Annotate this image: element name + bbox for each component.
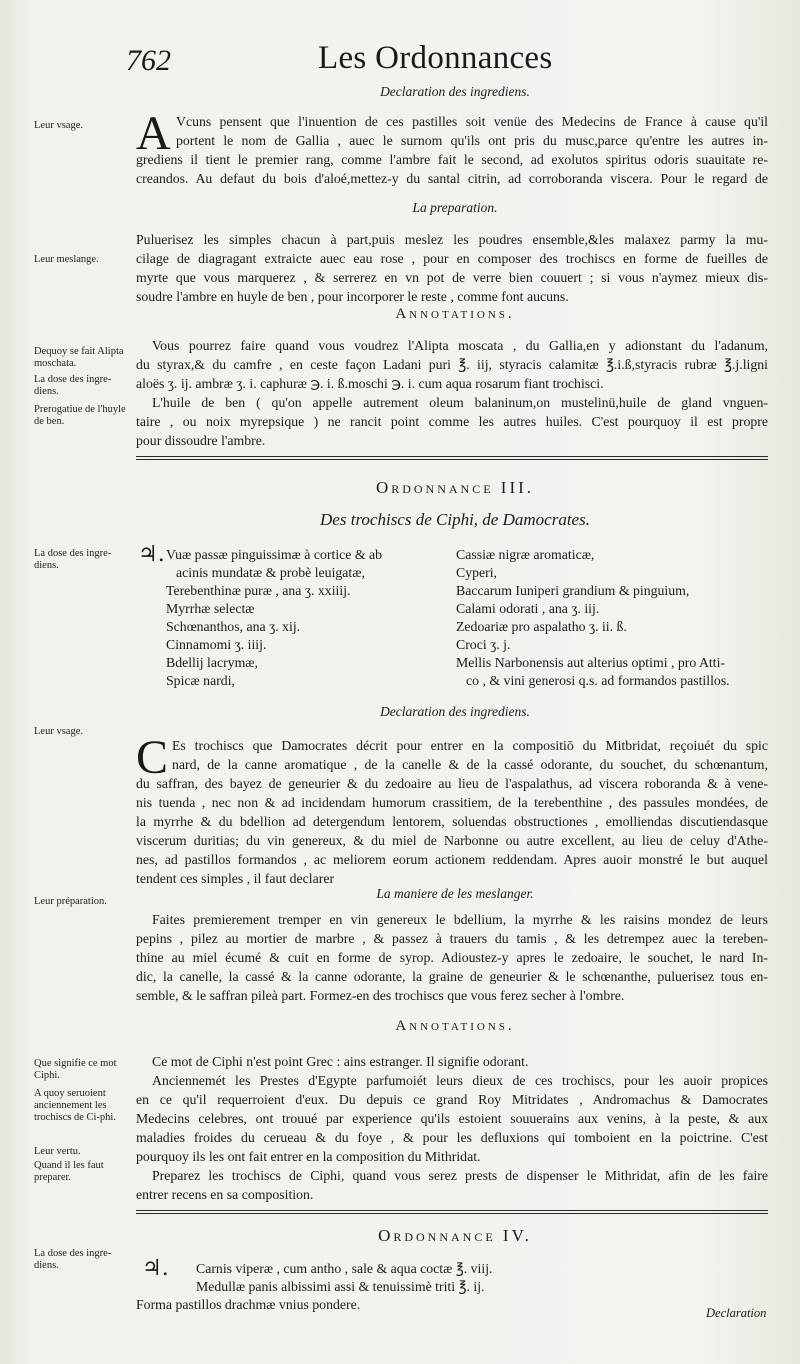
text-line: nis tuenda , nec non & ad incidendam humorum crassitiem, de la terebenthine , des passules mondées, de	[136, 795, 768, 810]
paragraph	[136, 731, 768, 888]
paragraph	[136, 1052, 768, 1204]
text-line: entrer recens en sa composition.	[136, 1187, 314, 1202]
margin-note: Leur vertu.	[34, 1146, 81, 1157]
section-heading: Declaration des ingrediens.	[380, 704, 530, 719]
page-title: Les Ordonnances	[318, 40, 553, 76]
text-line: soudre l'ambre en huyle de ben , pour incorporer le reste , comme font aucuns.	[136, 289, 569, 304]
ingredient: Vuæ passæ pinguissimæ à cortice & ab	[166, 547, 383, 562]
ingredient-list-left	[166, 546, 382, 690]
text-line: pour dissoudre l'ambre.	[136, 433, 266, 448]
ingredient: Croci ʒ. j.	[456, 637, 511, 652]
text-line: Vcuns pensent que l'inuention de ces pastilles soit venüe des Medecins de France à cause qu'il	[176, 114, 768, 129]
ingredient-list-right	[456, 546, 730, 690]
margin-note: La dose des ingre-diens.	[34, 1248, 112, 1271]
ingredient: Zedoariæ pro aspalatho ʒ. ii. ß.	[456, 619, 627, 634]
text-line: viscerum duritias; du vin genereux, & du miel de Narbonne ou autre excellent, au lieu de celuy d'Athe-	[136, 833, 768, 848]
recipe-symbol: ♃.	[142, 1256, 169, 1281]
paragraph	[136, 336, 768, 450]
ordonnance-subtitle: Des trochiscs de Ciphi, de Damocrates.	[320, 510, 590, 529]
text-line: maladies froides du cerueau & du foye , & pour les defluxions qui tomboient en la poictrine. C'est	[136, 1130, 768, 1145]
section-divider	[136, 1210, 768, 1214]
ordonnance-title: Ordonnance III.	[375, 478, 535, 497]
text-line: Faites premierement tremper en vin genereux le bdellium, la myrrhe & les raisins mondez de leurs	[152, 912, 768, 927]
ingredient: acinis mundatæ & probè leuigatæ,	[176, 565, 365, 580]
page-number: 762	[126, 44, 171, 77]
ingredient: Medullæ panis albissimi assi & tenuissimè triti ℥. ij.	[196, 1279, 485, 1294]
paragraph	[136, 910, 768, 1005]
margin-note: Prerogatiue de l'huyle de ben.	[34, 404, 126, 427]
text-line: du saffran, des bayez de geneurier & du zedoaire au lieu de l'aspalathus, ad viscera roboranda & à vene-	[136, 776, 768, 791]
section-heading: La maniere de les meslanger.	[376, 886, 534, 901]
margin-note: A quoy seruoient anciennement les trochiscs de Ci-phi.	[34, 1088, 116, 1123]
section-divider	[136, 456, 768, 460]
text-line: Medecins celebres, ont trouué par experience qu'ils estoient souuerains aux venins, à la peste, & aux	[136, 1111, 768, 1126]
catchword: Declaration	[706, 1306, 767, 1320]
text-line: Ce mot de Ciphi n'est point Grec : ains estranger. Il signifie odorant.	[152, 1054, 529, 1069]
paragraph	[136, 230, 768, 306]
margin-note: Leur vsage.	[34, 726, 83, 737]
ingredient: Myrrhæ selectæ	[166, 601, 255, 616]
text-line: du styrax,& du camfre , en ceste façon Ladani puri ℥. iij, styracis calamitæ ℥.i.ß,styracis rubræ ℥.j.ligni	[136, 357, 768, 372]
ingredient: Bdellij lacrymæ,	[166, 655, 258, 670]
margin-note: La dose des ingre-diens.	[34, 548, 112, 571]
text-line: pourquoy ils les ont fait entrer en la composition du Mithridat.	[136, 1149, 481, 1164]
text-line: nard, de la canne aromatique , de la canelle & de la cassé odorante, du souchet, du schœnantum,	[172, 757, 768, 772]
margin-note: Dequoy se fait Alipta moschata.	[34, 346, 124, 369]
ingredient: Cinnamomi ʒ. iiij.	[166, 637, 267, 652]
text-line: Preparez les trochiscs de Ciphi, quand vous serez prests de dispenser le Mithridat, afin de les faire	[152, 1168, 768, 1183]
ingredient: Calami odorati , ana ʒ. iij.	[456, 601, 600, 616]
margin-note: Leur préparation.	[34, 896, 107, 907]
text-line: portent le nom de Gallia , auec le surnom qu'ils ont pris du musc,parce qu'entre les autres in-	[176, 133, 768, 148]
section-heading: La preparation.	[412, 200, 498, 215]
running-header	[0, 38, 800, 84]
margin-note: La dose des ingre-diens.	[34, 374, 112, 397]
text-line: la myrrhe & du bdellion ad detergendum lentorem, soluendas obstructiones , emolliendas discutiendasque	[136, 814, 768, 829]
text-line: aloës ʒ. ij. ambræ ʒ. i. caphuræ ℈. i. ß.moschi ℈. i. cum aqua rosarum fiant trochisci.	[136, 376, 604, 391]
text-line: pepins , pilez au mortier de marbre , & passez à trauers du tamis , & les detrempez auec la tereben-	[136, 931, 768, 946]
ingredient-list	[196, 1260, 493, 1296]
instruction: Forma pastillos drachmæ vnius pondere.	[136, 1297, 361, 1312]
ingredient: Spicæ nardi,	[166, 673, 235, 688]
text-line: creandos. Au defaut du bois d'aloé,mettez-y du santal citrin, ad corroboranda viscera. Pour le regard de	[136, 171, 768, 186]
instruction-line	[136, 1296, 360, 1314]
text-line: L'huile de ben ( qu'on appelle autrement oleum balaninum,on mustelinü,huile de gland vnguen-	[152, 395, 768, 410]
ingredient: Cassiæ nigræ aromaticæ,	[456, 547, 595, 562]
text-line: grediens il tient le premier rang, comme l'ambre fait le second, ad exolutos spiritus odoris suauitate re-	[136, 152, 768, 167]
margin-note: Quand il les faut preparer.	[34, 1160, 104, 1183]
ingredient: Mellis Narbonensis aut alterius optimi , pro Atti-	[456, 655, 726, 670]
ingredient: Cyperi,	[456, 565, 497, 580]
text-line: dic, la canelle, la cassé & la canne odorante, la graine de geneurier & le schœnanthe, puluerisez tous en-	[136, 969, 768, 984]
paragraph	[136, 107, 768, 188]
text-line: taire , ou noix myrepsique ) ne rancit point comme les autres huiles. C'est pourquoy il est propre	[136, 414, 768, 429]
text-line: en ce qu'il requerroient d'eux. Du depuis ce grand Roy Mitridates , Andromachus & Damocrates	[136, 1092, 768, 1107]
text-line: semble, & le saffran pileà part. Formez-en des trochiscs que vous ferez secher à l'ombre.	[136, 988, 625, 1003]
recipe-symbol: ♃.	[138, 542, 165, 567]
margin-note: Leur meslange.	[34, 254, 99, 265]
text-line: thine au miel écumé & cuit en forme de syrop. Adioustez-y apres le zedoaire, le souchet, le nard In-	[136, 950, 768, 965]
text-line: tendent ces simples , il faut declarer	[136, 871, 335, 886]
text-line: Es trochiscs que Damocrates décrit pour entrer en la compositiō du Mitbridat, reçoiuét du spic	[172, 738, 768, 753]
drop-cap: C	[136, 731, 169, 784]
text-line: Vous pourrez faire quand vous voudrez l'Alipta moscata , du Gallia,en y adionstant du l'adanum,	[152, 338, 768, 353]
ordonnance-title: Ordonnance IV.	[378, 1226, 532, 1245]
text-line: myrte que vous marquerez , & serrerez en vn pot de verre bien couuert ; si vous n'aymez mieux dis-	[136, 270, 768, 285]
annotations-heading: Annotations.	[395, 1018, 515, 1034]
drop-cap: A	[136, 107, 171, 160]
ingredient: Schœnanthos, ana ʒ. xij.	[166, 619, 301, 634]
text-line: Puluerisez les simples chacun à part,puis meslez les poudres ensemble,&les malaxez parmy la mu-	[136, 232, 768, 247]
section-heading: Declaration des ingrediens.	[380, 84, 530, 99]
margin-note: Que signifie ce mot Ciphi.	[34, 1058, 117, 1081]
text-line: nes, ad pastillos formandos , ac meliorem eorum actionem reddendam. Apres auoir monstré le but auquel	[136, 852, 768, 867]
text-line: cilage de diagragant extraicte auec eau rose , pour en composer des trochiscs en forme de fueilles de	[136, 251, 768, 266]
ingredient: co , & vini generosi q.s. ad formandos pastillos.	[466, 673, 730, 688]
margin-note: Leur vsage.	[34, 120, 83, 131]
ingredient: Terebenthinæ puræ , ana ʒ. xxiiij.	[166, 583, 351, 598]
ingredient: Carnis viperæ , cum antho , sale & aqua coctæ ℥. viij.	[196, 1261, 493, 1276]
annotations-heading: Annotations.	[395, 306, 515, 322]
text-line: Anciennemét les Prestes d'Egypte parfumoiét leurs dieux de ces trochiscs, pour les auoir propices	[152, 1073, 768, 1088]
ingredient: Baccarum Iuniperi grandium & pinguium,	[456, 583, 690, 598]
